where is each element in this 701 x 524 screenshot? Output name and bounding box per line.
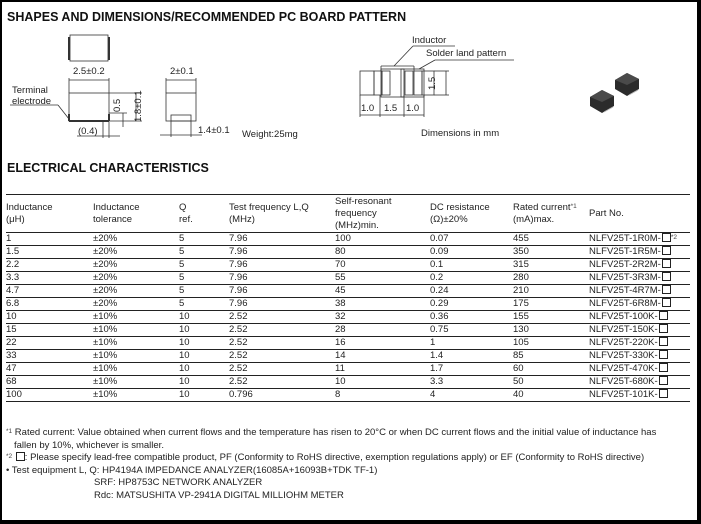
inductor-label: Inductor	[412, 35, 447, 46]
land-dimension-1: 1.0	[361, 103, 375, 114]
cell-rated-current: 350	[513, 246, 529, 257]
cell-tolerance: ±10%	[93, 337, 118, 348]
cell-inductance: 68	[6, 376, 17, 387]
cell-part-no: NLFV25T-1R0M- $^{*2}$	[589, 233, 677, 244]
placeholder-box-icon	[659, 376, 668, 385]
table-header	[6, 194, 690, 233]
cell-dc-resistance: 0.75	[430, 324, 449, 335]
cell-tolerance: ±10%	[93, 376, 118, 387]
land-height-dimension: 1.5	[427, 76, 438, 90]
table-row	[6, 272, 690, 285]
cell-tolerance: ±20%	[93, 272, 118, 283]
cell-part-no: NLFV25T-680K-	[589, 376, 668, 388]
table-row	[6, 298, 690, 311]
terminal-label-line2: electrode	[12, 96, 52, 107]
cell-inductance: 6.8	[6, 298, 20, 309]
cell-inductance: 3.3	[6, 272, 20, 283]
cell-test-frequency: 2.52	[229, 363, 248, 374]
cell-tolerance: ±10%	[93, 389, 118, 400]
table-row	[6, 311, 690, 324]
header-inductance: Inductance (μH)	[6, 201, 53, 225]
cell-self-resonant: 80	[335, 246, 346, 257]
weight-label: Weight:25mg	[242, 129, 298, 140]
note-1-continued: fallen by 10%, whichever is smaller.	[14, 439, 164, 451]
cell-q: 5	[179, 233, 185, 244]
cell-q: 10	[179, 376, 190, 387]
solder-land-label: Solder land pattern	[426, 48, 507, 59]
datasheet-page	[2, 2, 697, 520]
cell-tolerance: ±10%	[93, 324, 118, 335]
cell-dc-resistance: 4	[430, 389, 436, 400]
cell-self-resonant: 11	[335, 363, 345, 374]
cell-rated-current: 105	[513, 337, 529, 348]
header-test-frequency: Test frequency L,Q (MHz)	[229, 201, 309, 225]
cell-inductance: 2.2	[6, 259, 20, 270]
footnotes	[6, 427, 692, 502]
cell-test-frequency: 7.96	[229, 246, 248, 257]
cell-self-resonant: 8	[335, 389, 341, 400]
cell-inductance: 1.5	[6, 246, 20, 257]
electrical-section-title: ELECTRICAL CHARACTERISTICS	[7, 161, 209, 175]
header-part-no: Part No.	[589, 207, 624, 219]
cell-rated-current: 155	[513, 311, 529, 322]
cell-part-no: NLFV25T-6R8M-	[589, 298, 671, 310]
placeholder-box-icon	[659, 324, 668, 333]
units-note: Dimensions in mm	[421, 128, 500, 139]
cell-self-resonant: 16	[335, 337, 346, 348]
cell-tolerance: ±20%	[93, 233, 118, 244]
header-dc-resistance: DC resistance (Ω)±20%	[430, 201, 490, 225]
placeholder-box-icon	[16, 452, 25, 461]
placeholder-box-icon	[662, 233, 671, 242]
table-row	[6, 324, 690, 337]
cell-test-frequency: 7.96	[229, 298, 248, 309]
cell-self-resonant: 38	[335, 298, 346, 309]
cell-q: 10	[179, 350, 190, 361]
height-dimension: 1.8±0.1	[133, 90, 144, 122]
cell-test-frequency: 2.52	[229, 324, 248, 335]
cell-tolerance: ±10%	[93, 363, 118, 374]
cell-self-resonant: 45	[335, 285, 346, 296]
cell-test-frequency: 7.96	[229, 259, 248, 270]
cell-dc-resistance: 1.7	[430, 363, 444, 374]
cell-test-frequency: 2.52	[229, 311, 248, 322]
cell-test-frequency: 2.52	[229, 337, 248, 348]
cell-dc-resistance: 0.2	[430, 272, 444, 283]
cell-test-frequency: 2.52	[229, 376, 248, 387]
note-1: $^{*1}$ Rated current: Value obtained when current flows and the temperature has risen to 20°C or when DC current flows and the initial value of inductance has	[6, 427, 657, 438]
cell-rated-current: 130	[513, 324, 529, 335]
header-self-resonant: Self-resonant frequency (MHz)min.	[335, 195, 392, 231]
cell-dc-resistance: 0.24	[430, 285, 449, 296]
cell-self-resonant: 32	[335, 311, 346, 322]
header-rated-current: Rated current$^{*1}$ (mA)max.	[513, 201, 577, 225]
placeholder-box-icon	[662, 298, 671, 307]
cell-part-no: NLFV25T-220K-	[589, 337, 668, 349]
cell-q: 5	[179, 246, 185, 257]
cell-tolerance: ±10%	[93, 350, 118, 361]
shapes-section-title: SHAPES AND DIMENSIONS/RECOMMENDED PC BOARD PATTERN	[7, 10, 407, 24]
cell-self-resonant: 14	[335, 350, 346, 361]
land-dimension-3: 1.0	[406, 103, 420, 114]
product-photo	[590, 73, 639, 113]
cell-rated-current: 315	[513, 259, 529, 270]
placeholder-box-icon	[662, 272, 671, 281]
cell-rated-current: 50	[513, 376, 524, 387]
table-row	[6, 259, 690, 272]
test-equipment-srf: SRF: HP8753C NETWORK ANALYZER	[94, 477, 263, 488]
electrode-gap-dimension: (0.4)	[78, 126, 98, 137]
table-row	[6, 285, 690, 298]
cell-dc-resistance: 3.3	[430, 376, 444, 387]
cell-inductance: 1	[6, 233, 12, 244]
cell-self-resonant: 55	[335, 272, 346, 283]
cell-part-no: NLFV25T-150K-	[589, 324, 668, 336]
cell-tolerance: ±20%	[93, 259, 118, 270]
placeholder-box-icon	[659, 337, 668, 346]
cell-part-no: NLFV25T-1R5M-	[589, 246, 671, 258]
terminal-label-line1: Terminal	[12, 85, 48, 96]
cell-dc-resistance: 0.09	[430, 246, 449, 257]
cell-dc-resistance: 0.36	[430, 311, 449, 322]
note-2: $^{*2}$ : Please specify lead-free compatible product, PF (Conformity to RoHS directive, exemption regulations apply) or EF (Conformity to RoHS directive)	[6, 452, 645, 463]
cell-dc-resistance: 0.1	[430, 259, 444, 270]
cell-dc-resistance: 0.29	[430, 298, 449, 309]
cell-part-no: NLFV25T-4R7M-	[589, 285, 671, 297]
cell-dc-resistance: 1	[430, 337, 436, 348]
electrode-height-dimension: 0.5	[112, 98, 123, 112]
cell-part-no: NLFV25T-3R3M-	[589, 272, 671, 284]
cell-rated-current: 455	[513, 233, 529, 244]
test-equipment-rdc: Rdc: MATSUSHITA VP-2941A DIGITAL MILLIOHM METER	[94, 489, 344, 501]
cell-q: 10	[179, 363, 190, 374]
cell-q: 5	[179, 272, 185, 283]
depth-dimension: 2±0.1	[170, 66, 194, 77]
placeholder-box-icon	[662, 259, 671, 268]
cell-test-frequency: 7.96	[229, 272, 248, 283]
cell-test-frequency: 7.96	[229, 233, 248, 244]
cell-inductance: 4.7	[6, 285, 20, 296]
cell-part-no: NLFV25T-101K-	[589, 389, 668, 401]
cell-q: 10	[179, 389, 190, 400]
electrical-characteristics-table	[6, 194, 690, 402]
cell-inductance: 22	[6, 337, 17, 348]
cell-rated-current: 85	[513, 350, 524, 361]
cell-rated-current: 210	[513, 285, 529, 296]
cell-part-no: NLFV25T-470K-	[589, 363, 668, 375]
placeholder-box-icon	[659, 350, 668, 359]
test-equipment-lq: • Test equipment L, Q: HP4194A IMPEDANCE ANALYZER(16085A+16093B+TDK TF-1)	[6, 464, 378, 476]
cell-test-frequency: 2.52	[229, 350, 248, 361]
table-body	[6, 233, 690, 402]
cell-part-no: NLFV25T-330K-	[589, 350, 668, 362]
cell-q: 10	[179, 324, 190, 335]
table-row	[6, 233, 690, 246]
cell-test-frequency: 7.96	[229, 285, 248, 296]
cell-rated-current: 60	[513, 363, 524, 374]
cell-dc-resistance: 0.07	[430, 233, 449, 244]
cell-part-no: NLFV25T-100K-	[589, 311, 668, 323]
cell-q: 5	[179, 259, 185, 270]
land-dimension-2: 1.5	[384, 103, 398, 114]
cell-rated-current: 175	[513, 298, 529, 309]
cell-q: 5	[179, 285, 185, 296]
cell-self-resonant: 10	[335, 376, 346, 387]
cell-inductance: 15	[6, 324, 17, 335]
bottom-dimension: 1.4±0.1	[198, 125, 230, 136]
width-dimension: 2.5±0.2	[73, 66, 105, 77]
dimension-drawing	[2, 2, 697, 152]
cell-inductance: 10	[6, 311, 17, 322]
table-row	[6, 376, 690, 389]
cell-tolerance: ±20%	[93, 298, 118, 309]
table-row	[6, 389, 690, 402]
cell-part-no: NLFV25T-2R2M-	[589, 259, 671, 271]
placeholder-box-icon	[659, 389, 668, 398]
header-tolerance: Inductance tolerance	[93, 201, 140, 225]
placeholder-box-icon	[659, 363, 668, 372]
table-row	[6, 246, 690, 259]
cell-test-frequency: 0.796	[229, 389, 253, 400]
cell-dc-resistance: 1.4	[430, 350, 444, 361]
table-row	[6, 350, 690, 363]
cell-q: 10	[179, 337, 190, 348]
cell-self-resonant: 28	[335, 324, 346, 335]
table-row	[6, 363, 690, 376]
placeholder-box-icon	[662, 246, 671, 255]
cell-self-resonant: 70	[335, 259, 346, 270]
cell-tolerance: ±10%	[93, 311, 118, 322]
cell-inductance: 33	[6, 350, 17, 361]
cell-q: 5	[179, 298, 185, 309]
cell-inductance: 47	[6, 363, 17, 374]
header-q: Q ref.	[179, 201, 193, 225]
cell-q: 10	[179, 311, 190, 322]
cell-rated-current: 40	[513, 389, 524, 400]
placeholder-box-icon	[659, 311, 668, 320]
cell-tolerance: ±20%	[93, 285, 118, 296]
cell-tolerance: ±20%	[93, 246, 118, 257]
cell-rated-current: 280	[513, 272, 529, 283]
cell-self-resonant: 100	[335, 233, 351, 244]
cell-inductance: 100	[6, 389, 22, 400]
table-row	[6, 337, 690, 350]
placeholder-box-icon	[662, 285, 671, 294]
